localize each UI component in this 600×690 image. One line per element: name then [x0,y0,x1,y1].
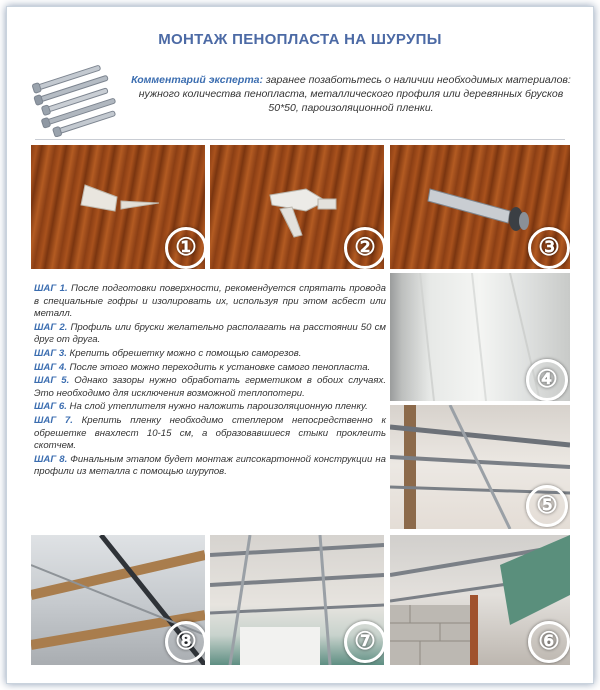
step-1: ШАГ 1. После подготовки поверхности, рекомендуется спрятать провода в специальные гофры и изолировать их, используя при этом асбест или металл. [34,283,386,320]
photo-number-1: ① [165,227,205,269]
step-7: ШАГ 7. Крепить пленку необходимо степлером непосредственно к обрешетке внахлест 10-15 см, а образовавшиеся стыки проклеить скотчем. [34,414,386,452]
photo-number-2: ② [344,227,384,269]
photo-2 [210,145,384,269]
photo-number-6: ⑥ [528,621,570,663]
photo-number-4: ④ [526,359,568,401]
expert-comment [127,73,575,115]
photo-number-3: ③ [528,227,570,269]
photo-5 [390,405,570,529]
page-title: МОНТАЖ ПЕНОПЛАСТА НА ШУРУПЫ [158,31,442,48]
photo-4 [390,273,570,401]
photo-8 [31,535,205,665]
photo-7 [210,535,384,665]
article-card [6,6,594,684]
expert-comment-label: Комментарий эксперта: [131,74,263,86]
photo-3 [390,145,570,269]
divider [35,139,565,140]
step-5: ШАГ 5. Однако зазоры нужно обработать герметиком в обоих случаях. Это необходимо для исключения возможной теплопотери. [34,375,386,399]
step-6: ШАГ 6. На слой утеплителя нужно наложить пароизоляционную пленку. [34,401,368,413]
expert-comment-text: заранее позаботьтесь о наличии необходимых материалов: нужного количества пенопласта, металлического профиля или деревянных брусков 50*50, пароизоляционной пленки. [138,74,571,114]
step-8: ШАГ 8. Финальным этапом будет монтаж гипсокартонной конструкции на профили из металла с помощью шурупов. [34,453,386,478]
photo-number-8: ⑧ [165,621,205,663]
step-3: ШАГ 3. Крепить обрешетку можно с помощью саморезов. [34,347,302,359]
steps-list [34,283,386,480]
photo-number-5: ⑤ [526,485,568,527]
photo-number-7: ⑦ [344,621,384,663]
photo-6 [390,535,570,665]
screws-image [31,63,127,137]
step-4: ШАГ 4. После этого можно переходить к установке самого пенопласта. [34,361,371,373]
step-2: ШАГ 2. Профиль или бруски желательно располагать на расстоянии 50 см друг от друга. [34,321,386,346]
photo-1 [31,145,205,269]
